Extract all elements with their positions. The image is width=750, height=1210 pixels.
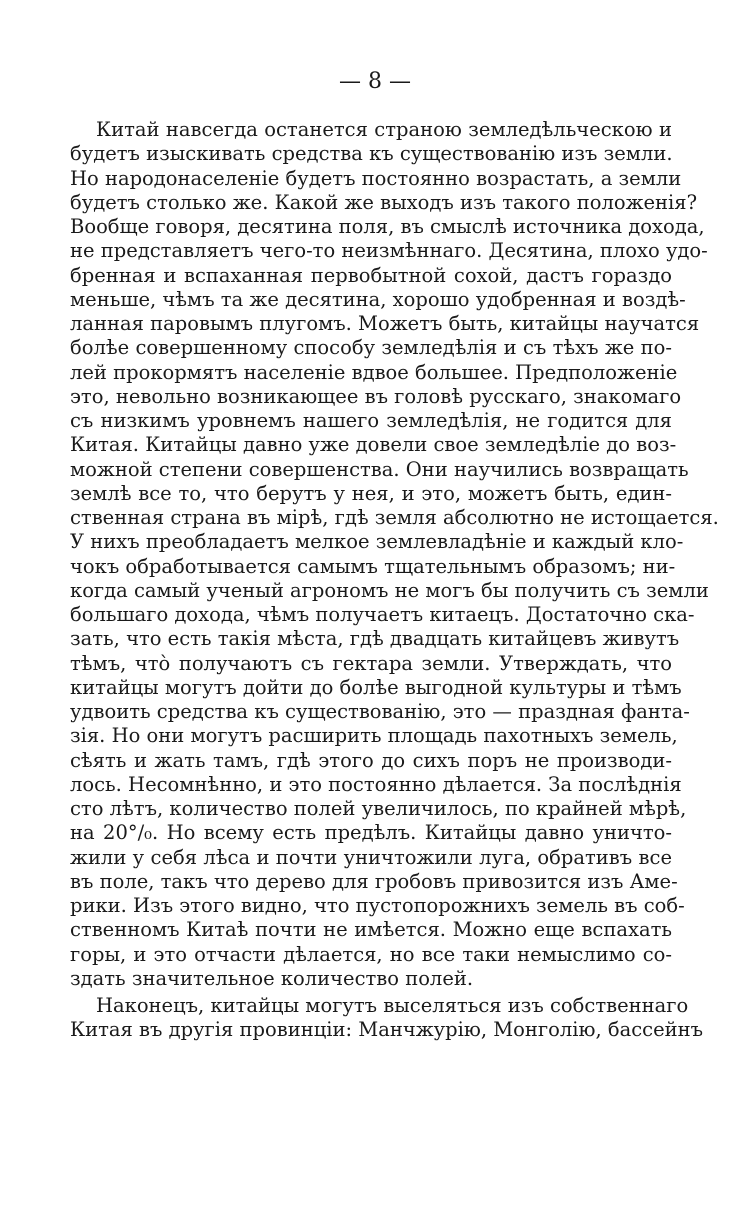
page-number: — 8 — xyxy=(339,69,411,94)
text-line: когда самый ученый агрономъ не могъ бы получить съ земли xyxy=(70,578,709,602)
text-line: зать, что есть такія мѣста, гдѣ двадцать китайцевъ живутъ xyxy=(70,627,680,651)
paragraph xyxy=(70,994,704,1043)
text-line: Но народонаселеніе будетъ постоянно возрастать, а земли xyxy=(70,166,682,190)
text-line: съ низкимъ уровнемъ нашего земледѣлія, не годится для xyxy=(70,409,672,432)
text-line: большаго дохода, чѣмъ получаетъ китаецъ. Достаточно ска- xyxy=(70,603,695,626)
text-line: китайцы могутъ дойти до болѣе выгодной культуры и тѣмъ xyxy=(70,675,682,699)
text-line: жили у себя лѣса и почти уничтожили луга, обративъ все xyxy=(70,845,672,869)
text-line: меньше, чѣмъ та же десятина, хорошо удобренная и воздѣ- xyxy=(70,287,686,311)
text-line: ственная страна въ мірѣ, гдѣ земля абсолютно не истощается. xyxy=(70,506,719,529)
text-line: не представляетъ чего-то неизмѣннаго. Десятина, плохо удо- xyxy=(70,239,708,263)
text-line: ланная паровымъ плугомъ. Можетъ быть, китайцы научатся xyxy=(70,312,700,335)
text-line: У нихъ преобладаетъ мелкое землевладѣніе и каждый кло- xyxy=(70,530,684,554)
paragraph xyxy=(70,118,719,991)
text-line: лось. Несомнѣнно, и это постоянно дѣлается. За послѣднія xyxy=(70,772,682,796)
text-line: тѣмъ, что̀ получаютъ съ гектара земли. Утверждать, что xyxy=(70,651,672,675)
text-line: Китая въ другія провинціи: Манчжурію, Монголію, бассейнъ xyxy=(70,1018,704,1042)
text-line: здать значительное количество полей. xyxy=(70,966,474,990)
text-line: Наконецъ, китайцы могутъ выселяться изъ собственнаго xyxy=(96,994,689,1017)
text-line: горы, и это отчасти дѣлается, но все таки немыслимо со- xyxy=(70,942,672,966)
text-line: сто лѣтъ, количество полей увеличилось, по крайней мѣрѣ, xyxy=(70,797,687,820)
text-line: Китай навсегда останется страною земледѣльческою и xyxy=(96,118,672,141)
text-line: лей прокормятъ населеніе вдвое большее. Предположеніе xyxy=(70,360,678,384)
text-line: сѣять и жать тамъ, гдѣ этого до сихъ поръ не производи- xyxy=(70,748,672,772)
text-line: въ поле, такъ что дерево для гробовъ привозится изъ Аме- xyxy=(70,869,678,893)
text-line: это, невольно возникающее въ головѣ русскаго, знакомаго xyxy=(70,384,682,408)
text-line: чокъ обработывается самымъ тщательнымъ образомъ; ни- xyxy=(70,554,676,578)
text-line: на 20°/₀. Но всему есть предѣлъ. Китайцы давно уничто- xyxy=(70,821,672,845)
text-line: землѣ все то, что берутъ у нея, и это, можетъ быть, един- xyxy=(70,481,672,505)
text-line: удвоить средства къ существованію, это — праздная фанта- xyxy=(70,700,690,723)
text-line: рики. Изъ этого видно, что пустопорожнихъ земель въ соб- xyxy=(70,894,685,917)
text-line: Вообще говоря, десятина поля, въ смыслѣ источника дохода, xyxy=(70,215,705,238)
text-line: бренная и вспаханная первобытной сохой, дастъ гораздо xyxy=(70,263,672,287)
text-line: можной степени совершенства. Они научились возвращать xyxy=(70,457,689,481)
text-line: болѣе совершенному способу земледѣлія и съ тѣхъ же по- xyxy=(70,336,672,360)
text-line: будетъ столько же. Какой же выходъ изъ такого положенія? xyxy=(70,190,698,214)
body-text xyxy=(70,118,719,1043)
text-line: зія. Но они могутъ расширить площадь пахотныхъ земель, xyxy=(70,724,678,748)
text-line: Китая. Китайцы давно уже довели свое земледѣліе до воз- xyxy=(70,433,677,457)
text-line: будетъ изыскивать средства къ существованію изъ земли. xyxy=(70,142,673,166)
text-line: ственномъ Китаѣ почти не имѣется. Можно еще вспахать xyxy=(70,918,672,942)
